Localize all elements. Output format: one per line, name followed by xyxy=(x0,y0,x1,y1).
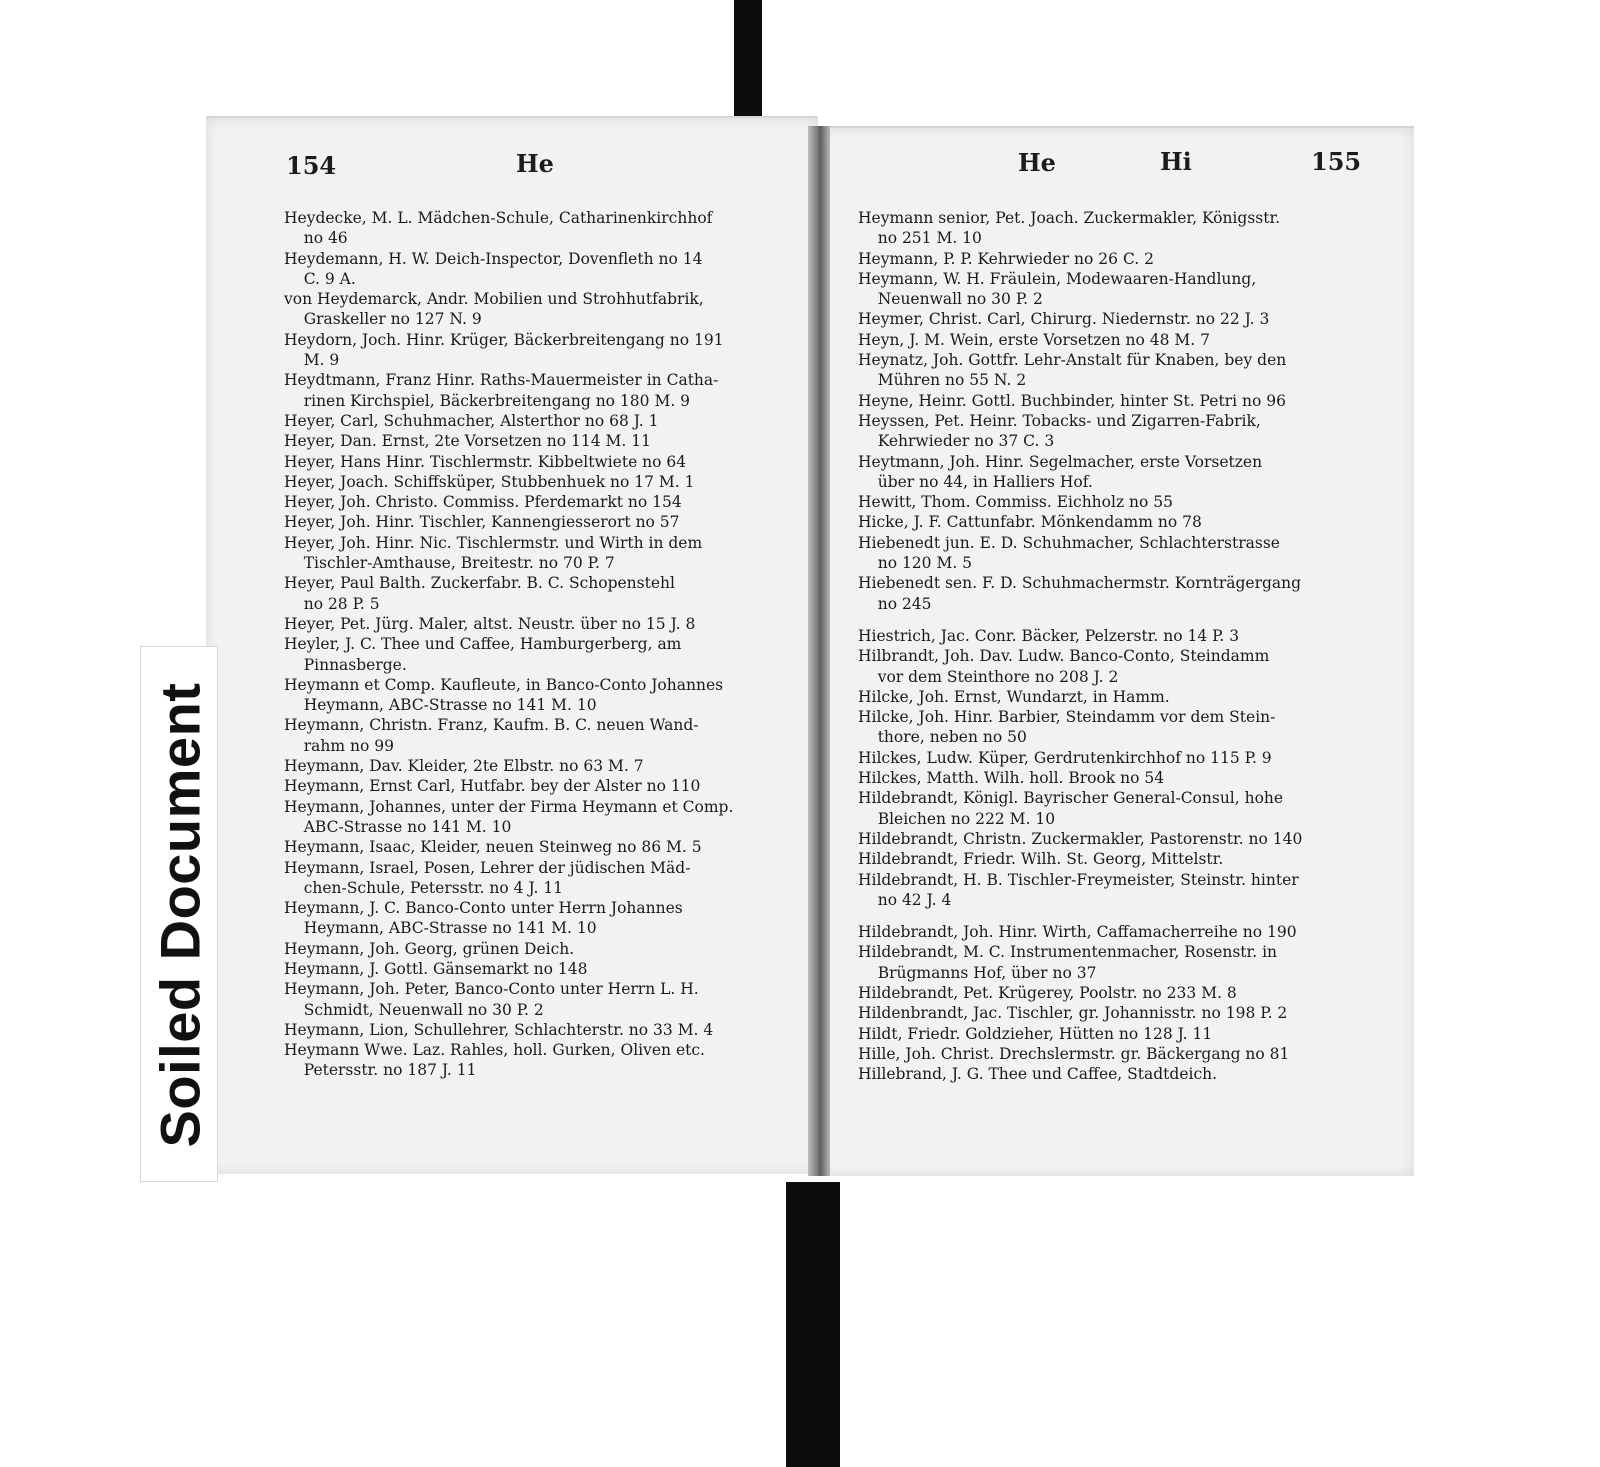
entry-line: Hilbrandt, Joh. Dav. Ludw. Banco-Conto, Steindamm xyxy=(858,647,1270,666)
entry-line: Heyer, Joh. Hinr. Nic. Tischlermstr. und Wirth in dem xyxy=(284,533,703,552)
entry-gap xyxy=(858,910,1372,922)
entry-line: Heyn, J. M. Wein, erste Vorsetzen no 48 M. 7 xyxy=(858,330,1210,349)
entry-line: Heyer, Carl, Schuhmacher, Alsterthor no 68 J. 1 xyxy=(284,411,659,430)
entry-line: Hiestrich, Jac. Conr. Bäcker, Pelzerstr. no 14 P. 3 xyxy=(858,626,1240,645)
entry-line: chen-Schule, Petersstr. no 4 J. 11 xyxy=(284,878,564,897)
entry-line: Hildebrandt, Joh. Hinr. Wirth, Caffamacherreihe no 190 xyxy=(858,923,1297,942)
entry-line: Heymann, Israel, Posen, Lehrer der jüdischen Mäd- xyxy=(284,858,691,877)
entry-line: Hillebrand, J. G. Thee und Caffee, Stadtdeich. xyxy=(858,1065,1218,1084)
entry-line: Heymer, Christ. Carl, Chirurg. Niedernstr. no 22 J. 3 xyxy=(858,310,1270,329)
entry-line: M. 9 xyxy=(284,351,340,370)
entry-line: Heyer, Joach. Schiffsküper, Stubbenhuek no 17 M. 1 xyxy=(284,472,695,491)
entry-line: vor dem Steinthore no 208 J. 2 xyxy=(858,667,1119,686)
entry-line: Schmidt, Neuenwall no 30 P. 2 xyxy=(284,1000,544,1019)
entry-line: Heymann senior, Pet. Joach. Zuckermakler, Königsstr. xyxy=(858,209,1281,227)
entry-line: Heymann, Christn. Franz, Kaufm. B. C. neuen Wand- xyxy=(284,716,699,735)
entry-line: Hildebrandt, M. C. Instrumentenmacher, Rosenstr. in xyxy=(858,943,1278,962)
entry-line: Heymann, Joh. Peter, Banco-Conto unter Herrn L. H. xyxy=(284,980,699,999)
entry-line: Heytmann, Joh. Hinr. Segelmacher, erste Vorsetzen xyxy=(858,452,1263,471)
entry-line: Heymann, J. Gottl. Gänsemarkt no 148 xyxy=(284,959,588,978)
entry-line: C. 9 A. xyxy=(284,269,356,288)
entry-line: Heynatz, Joh. Gottfr. Lehr-Anstalt für Knaben, bey den xyxy=(858,351,1287,370)
right-running-header-left: He xyxy=(1018,148,1056,177)
entry-line: Heyer, Hans Hinr. Tischlermstr. Kibbeltwiete no 64 xyxy=(284,452,687,471)
entry-line: von Heydemarck, Andr. Mobilien und Strohhutfabrik, xyxy=(284,290,704,309)
left-running-header: He xyxy=(516,149,554,178)
entry-line: no 245 xyxy=(858,594,932,613)
entry-line: Hilckes, Ludw. Küper, Gerdrutenkirchhof no 115 P. 9 xyxy=(858,748,1272,767)
entry-line: Heymann et Comp. Kaufleute, in Banco-Conto Johannes xyxy=(284,675,724,694)
entry-line: Hiebenedt sen. F. D. Schuhmachermstr. Kornträgergang xyxy=(858,574,1302,593)
entry-line: Brügmanns Hof, über no 37 xyxy=(858,963,1097,982)
entry-line: Heymann, Johannes, unter der Firma Heymann et Comp. xyxy=(284,797,734,816)
entry-line: Heyer, Pet. Jürg. Maler, altst. Neustr. über no 15 J. 8 xyxy=(284,614,696,633)
entry-line: Heydemann, H. W. Deich-Inspector, Dovenfleth no 14 xyxy=(284,249,703,268)
entry-line: Hildebrandt, Christn. Zuckermakler, Pastorenstr. no 140 xyxy=(858,829,1303,848)
entry-line: Heyer, Dan. Ernst, 2te Vorsetzen no 114 M. 11 xyxy=(284,432,651,451)
entry-line: Pinnasberge. xyxy=(284,655,407,674)
entry-line: Hildenbrandt, Jac. Tischler, gr. Johannisstr. no 198 P. 2 xyxy=(858,1004,1288,1023)
entry-line: Heymann, ABC-Strasse no 141 M. 10 xyxy=(284,919,597,938)
entry-line: Heymann Wwe. Laz. Rahles, holl. Gurken, Oliven etc. xyxy=(284,1041,705,1060)
entry-line: Heymann, Joh. Georg, grünen Deich. xyxy=(284,939,575,958)
entry-line: Heydtmann, Franz Hinr. Raths-Mauermeister in Catha- xyxy=(284,371,719,390)
entry-line: Heymann, J. C. Banco-Conto unter Herrn Johannes xyxy=(284,899,683,918)
entry-line: no 251 M. 10 xyxy=(858,229,982,248)
entry-line: Heyer, Joh. Hinr. Tischler, Kannengiesserort no 57 xyxy=(284,513,680,532)
entry-line: Heymann, Lion, Schullehrer, Schlachterstr. no 33 M. 4 xyxy=(284,1020,714,1039)
entry-line: Hilckes, Matth. Wilh. holl. Brook no 54 xyxy=(858,769,1165,788)
binding-strap-bottom xyxy=(786,1182,840,1467)
entry-gap xyxy=(858,614,1372,626)
entry-line: rahm no 99 xyxy=(284,736,394,755)
entry-line: Hildt, Friedr. Goldzieher, Hütten no 128 J. 11 xyxy=(858,1024,1213,1043)
entry-line: Graskeller no 127 N. 9 xyxy=(284,310,482,329)
entry-line: Heyne, Heinr. Gottl. Buchbinder, hinter St. Petri no 96 xyxy=(858,391,1286,410)
entry-line: rinen Kirchspiel, Bäckerbreitengang no 180 M. 9 xyxy=(284,391,691,410)
entry-line: Hilcke, Joh. Hinr. Barbier, Steindamm vor dem Stein- xyxy=(858,708,1276,727)
entry-line: Hildebrandt, Friedr. Wilh. St. Georg, Mittelstr. xyxy=(858,850,1224,869)
entry-line: Heymann, P. P. Kehrwieder no 26 C. 2 xyxy=(858,249,1154,268)
right-page-number: 155 xyxy=(1311,147,1362,176)
entry-line: Petersstr. no 187 J. 11 xyxy=(284,1061,477,1080)
entry-line: über no 44, in Halliers Hof. xyxy=(858,472,1093,491)
entry-line: Heyler, J. C. Thee und Caffee, Hamburgerberg, am xyxy=(284,635,682,654)
entry-line: Heydorn, Joch. Hinr. Krüger, Bäckerbreitengang no 191 xyxy=(284,330,724,349)
entry-line: Kehrwieder no 37 C. 3 xyxy=(858,432,1055,451)
entry-line: ABC-Strasse no 141 M. 10 xyxy=(284,817,512,836)
left-page-number: 154 xyxy=(286,151,337,180)
entry-line: Bleichen no 222 M. 10 xyxy=(858,809,1056,828)
entry-line: Hille, Joh. Christ. Drechslermstr. gr. Bäckergang no 81 xyxy=(858,1044,1290,1063)
entry-line: Hilcke, Joh. Ernst, Wundarzt, in Hamm. xyxy=(858,687,1170,706)
entry-line: Mühren no 55 N. 2 xyxy=(858,371,1027,390)
entry-line: no 120 M. 5 xyxy=(858,554,973,573)
entry-line: Heymann, Ernst Carl, Hutfabr. bey der Alster no 110 xyxy=(284,777,701,796)
entry-line: Heymann, Dav. Kleider, 2te Elbstr. no 63 M. 7 xyxy=(284,757,644,776)
entry-line: Hildebrandt, Pet. Krügerey, Poolstr. no 233 M. 8 xyxy=(858,983,1237,1002)
right-directory-entries xyxy=(858,208,1372,1084)
entry-line: Hildebrandt, Königl. Bayrischer General-Consul, hohe xyxy=(858,789,1284,808)
entry-line: Heymann, W. H. Fräulein, Modewaaren-Handlung, xyxy=(858,269,1257,288)
entry-line: no 46 xyxy=(284,229,348,248)
book-gutter xyxy=(808,126,830,1176)
entry-line: Neuenwall no 30 P. 2 xyxy=(858,290,1043,309)
entry-line: Heyer, Joh. Christo. Commiss. Pferdemarkt no 154 xyxy=(284,493,682,512)
entry-line: no 42 J. 4 xyxy=(858,890,952,909)
entry-line: Hewitt, Thom. Commiss. Eichholz no 55 xyxy=(858,493,1174,512)
entry-line: Hiebenedt jun. E. D. Schuhmacher, Schlachterstrasse xyxy=(858,533,1280,552)
soiled-document-label xyxy=(140,646,218,1182)
entry-line: Tischler-Amthause, Breitestr. no 70 P. 7 xyxy=(284,554,615,573)
left-directory-entries xyxy=(284,208,796,1081)
entry-line: Heyer, Paul Balth. Zuckerfabr. B. C. Schopenstehl xyxy=(284,574,675,593)
entry-line: Heymann, ABC-Strasse no 141 M. 10 xyxy=(284,696,597,715)
entry-line: Heymann, Isaac, Kleider, neuen Steinweg no 86 M. 5 xyxy=(284,838,702,857)
binding-strap-top xyxy=(734,0,762,134)
soiled-document-text: Soiled Document xyxy=(148,682,212,1148)
entry-line: Heyssen, Pet. Heinr. Tobacks- und Zigarren-Fabrik, xyxy=(858,411,1261,430)
entry-line: Hicke, J. F. Cattunfabr. Mönkendamm no 78 xyxy=(858,513,1202,532)
entry-line: thore, neben no 50 xyxy=(858,728,1027,747)
entry-line: Heydecke, M. L. Mädchen-Schule, Catharinenkirchhof xyxy=(284,209,713,227)
entry-line: Hildebrandt, H. B. Tischler-Freymeister, Steinstr. hinter xyxy=(858,870,1299,889)
right-running-header-right: Hi xyxy=(1160,147,1192,176)
entry-line: no 28 P. 5 xyxy=(284,594,380,613)
